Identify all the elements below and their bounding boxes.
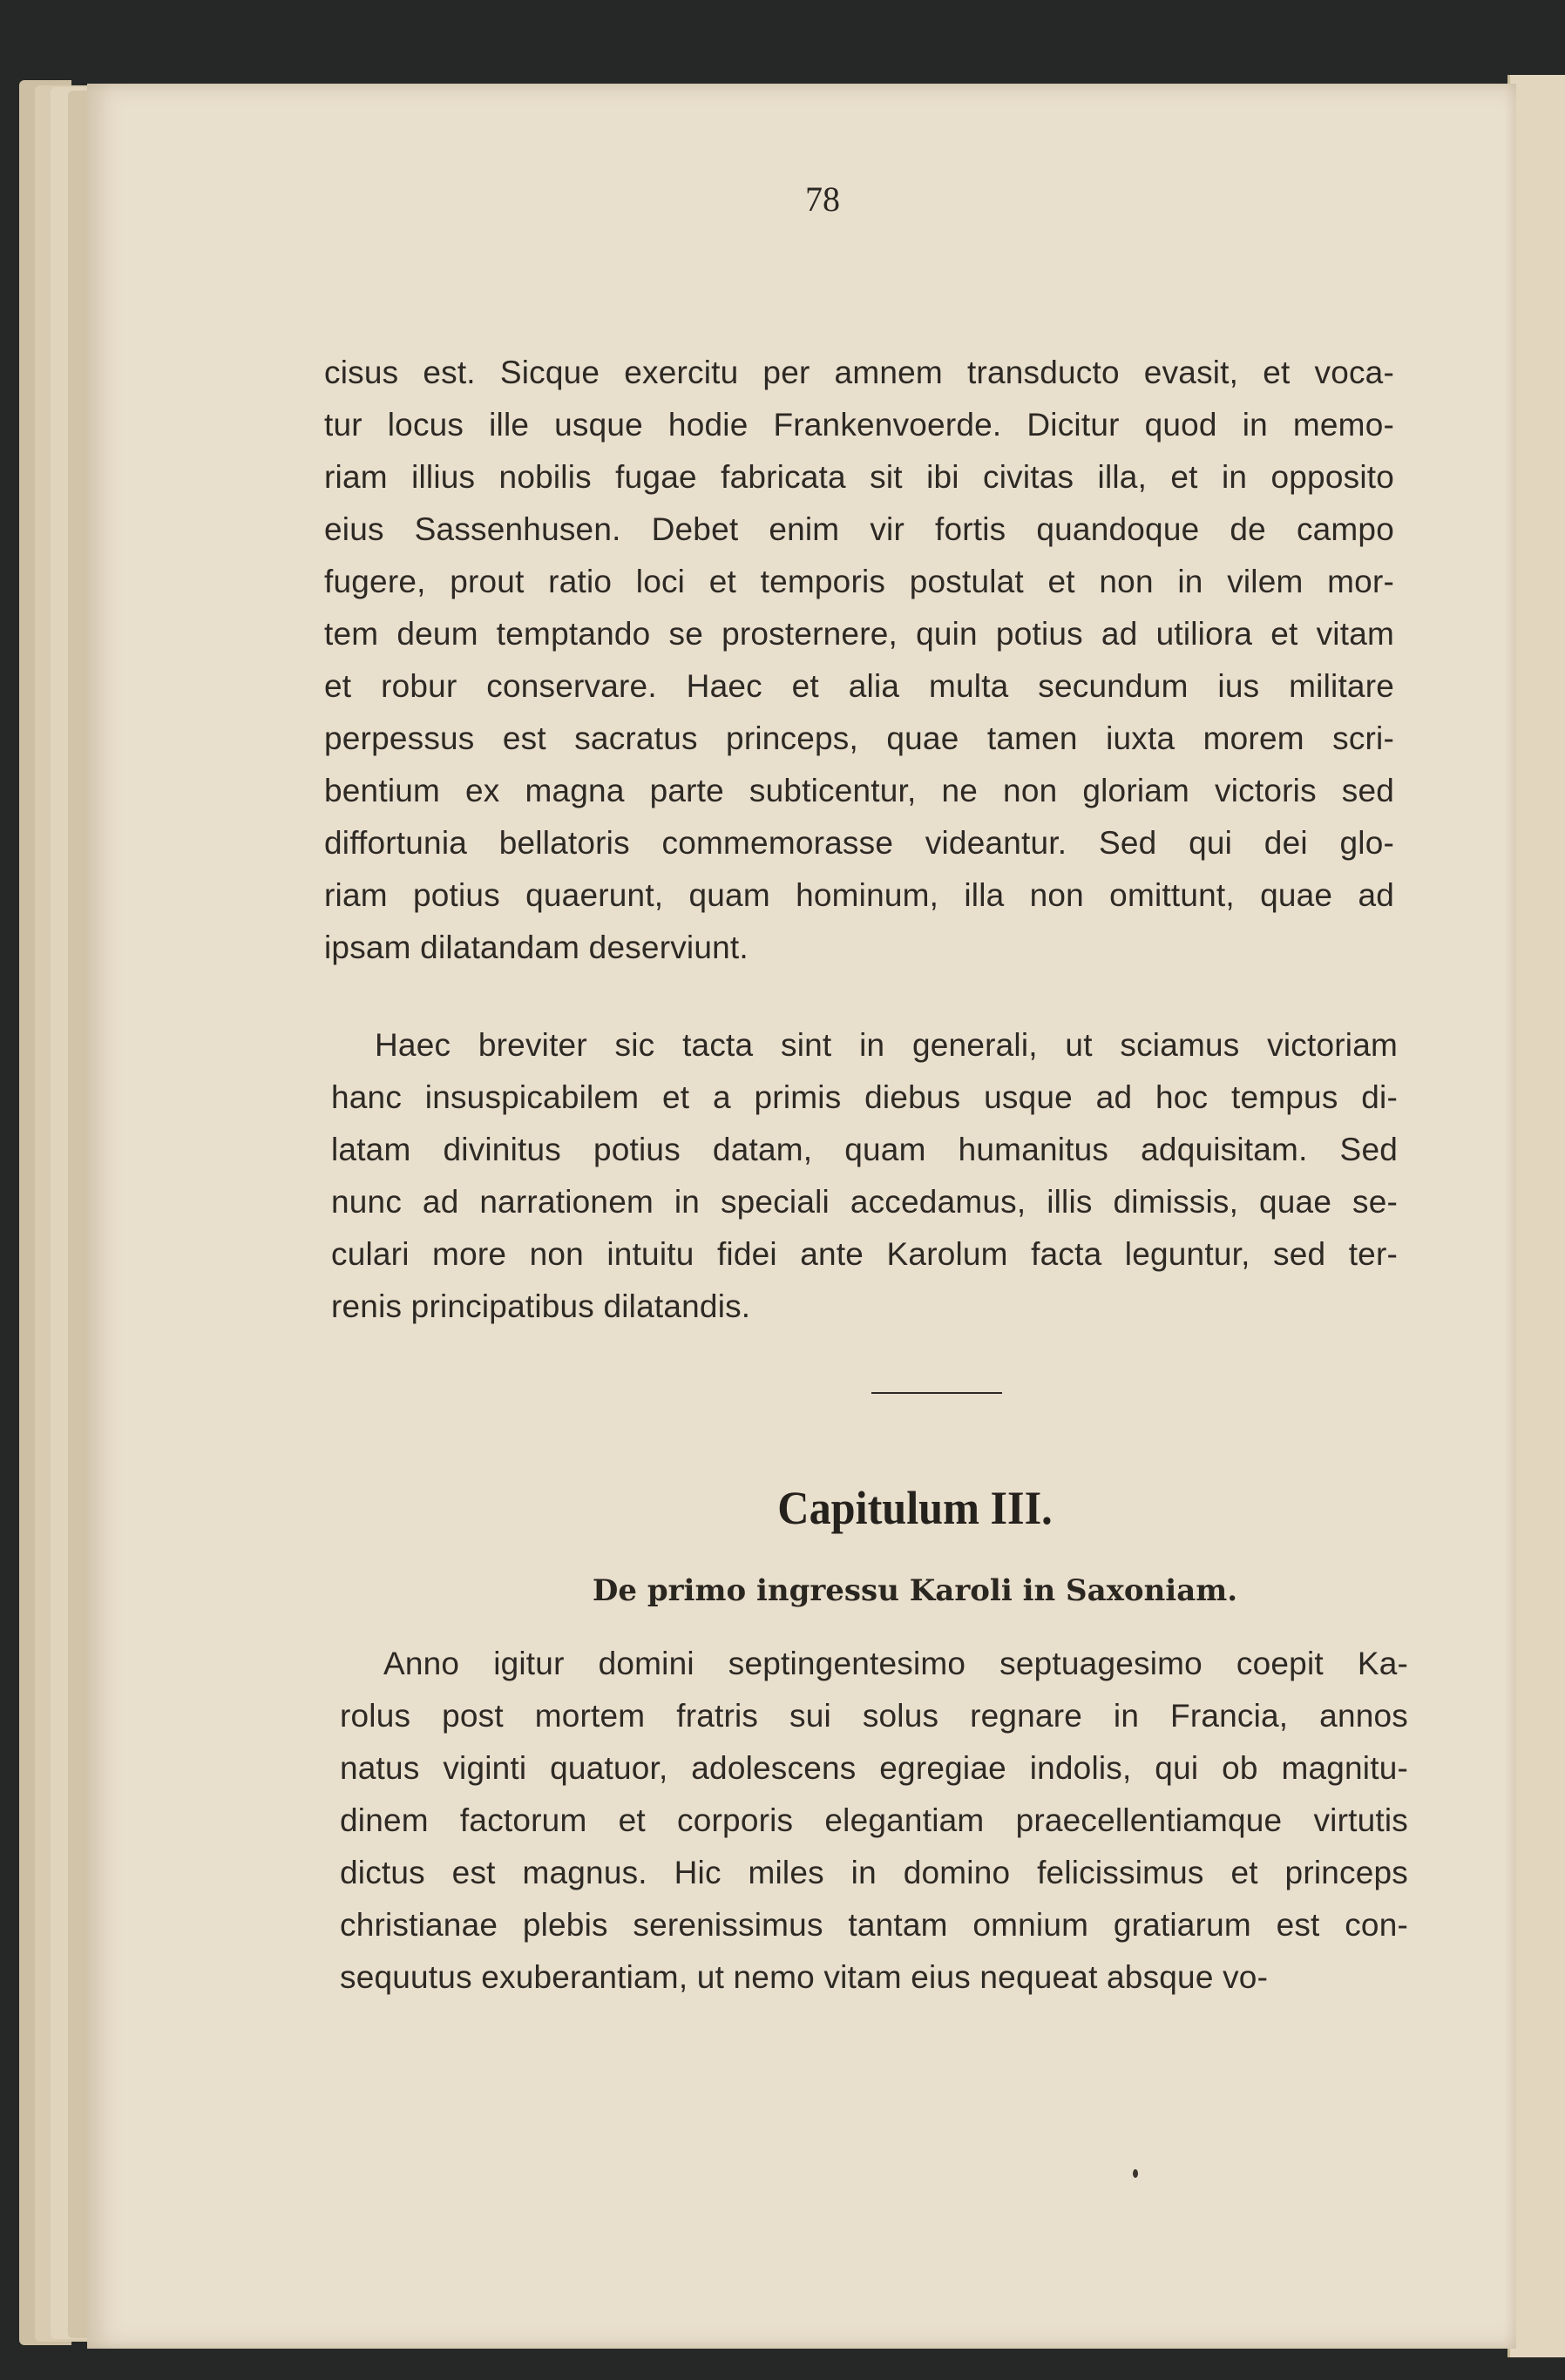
text-line: renis principatibus dilatandis. [331,1288,751,1324]
text-line: bentium ex magna parte subticentur, ne non gloriam victoris sed [324,773,1394,808]
paragraph [340,1638,1408,2004]
chapter-heading: Capitulum III. [777,1482,1053,1534]
ink-speck [1133,2169,1138,2178]
text-line: perpessus est sacratus princeps, quae tamen iuxta morem scri- [324,720,1394,756]
text-line: cisus est. Sicque exercitu per amnem transducto evasit, et voca- [324,355,1394,390]
text-line: ipsam dilatandam deserviunt. [324,930,749,965]
section-divider [871,1392,1002,1394]
text-line: rolus post mortem fratris sui solus regnare in Francia, annos [340,1698,1408,1734]
paragraph [324,347,1394,974]
text-line: fugere, prout ratio loci et temporis postulat et non in vilem mor- [324,564,1394,599]
text-line: tem deum temptando se prosternere, quin potius ad utiliora et vitam [324,616,1394,652]
chapter-subtitle: De primo ingressu Karoli in Saxoniam. [592,1573,1238,1608]
text-line: natus viginti quatuor, adolescens egregiae indolis, qui ob magnitu- [340,1750,1408,1786]
text-line: latam divinitus potius datam, quam humanitus adquisitam. Sed [331,1132,1398,1167]
text-line: eius Sassenhusen. Debet enim vir fortis quandoque de campo [324,511,1394,547]
text-line: et robur conservare. Haec et alia multa secundum ius militare [324,668,1394,704]
text-line: nunc ad narrationem in speciali accedamus, illis dimissis, quae se- [331,1184,1398,1220]
text-line: riam potius quaerunt, quam hominum, illa non omittunt, quae ad [324,877,1394,913]
text-line: tur locus ille usque hodie Frankenvoerde. Dicitur quod in memo- [324,407,1394,443]
text-line: hanc insuspicabilem et a primis diebus usque ad hoc tempus di- [331,1079,1398,1115]
text-line: christianae plebis serenissimus tantam omnium gratiarum est con- [340,1907,1408,1943]
text-line: Haec breviter sic tacta sint in generali, ut sciamus victoriam [375,1027,1398,1063]
text-line: Anno igitur domini septingentesimo septuagesimo coepit Ka- [383,1646,1408,1681]
text-line: sequutus exuberantiam, ut nemo vitam eius nequeat absque vo- [340,1959,1269,1995]
paragraph [331,1019,1398,1333]
text-line: dictus est magnus. Hic miles in domino felicissimus et princeps [340,1855,1408,1890]
text-line: diffortunia bellatoris commemorasse videantur. Sed qui dei glo- [324,825,1394,861]
text-line: dinem factorum et corporis elegantiam praecellentiamque virtutis [340,1802,1408,1838]
text-line: culari more non intuitu fidei ante Karolum facta leguntur, sed ter- [331,1236,1398,1272]
page-number: 78 [805,179,840,219]
text-line: riam illius nobilis fugae fabricata sit ibi civitas illa, et in opposito [324,459,1394,495]
